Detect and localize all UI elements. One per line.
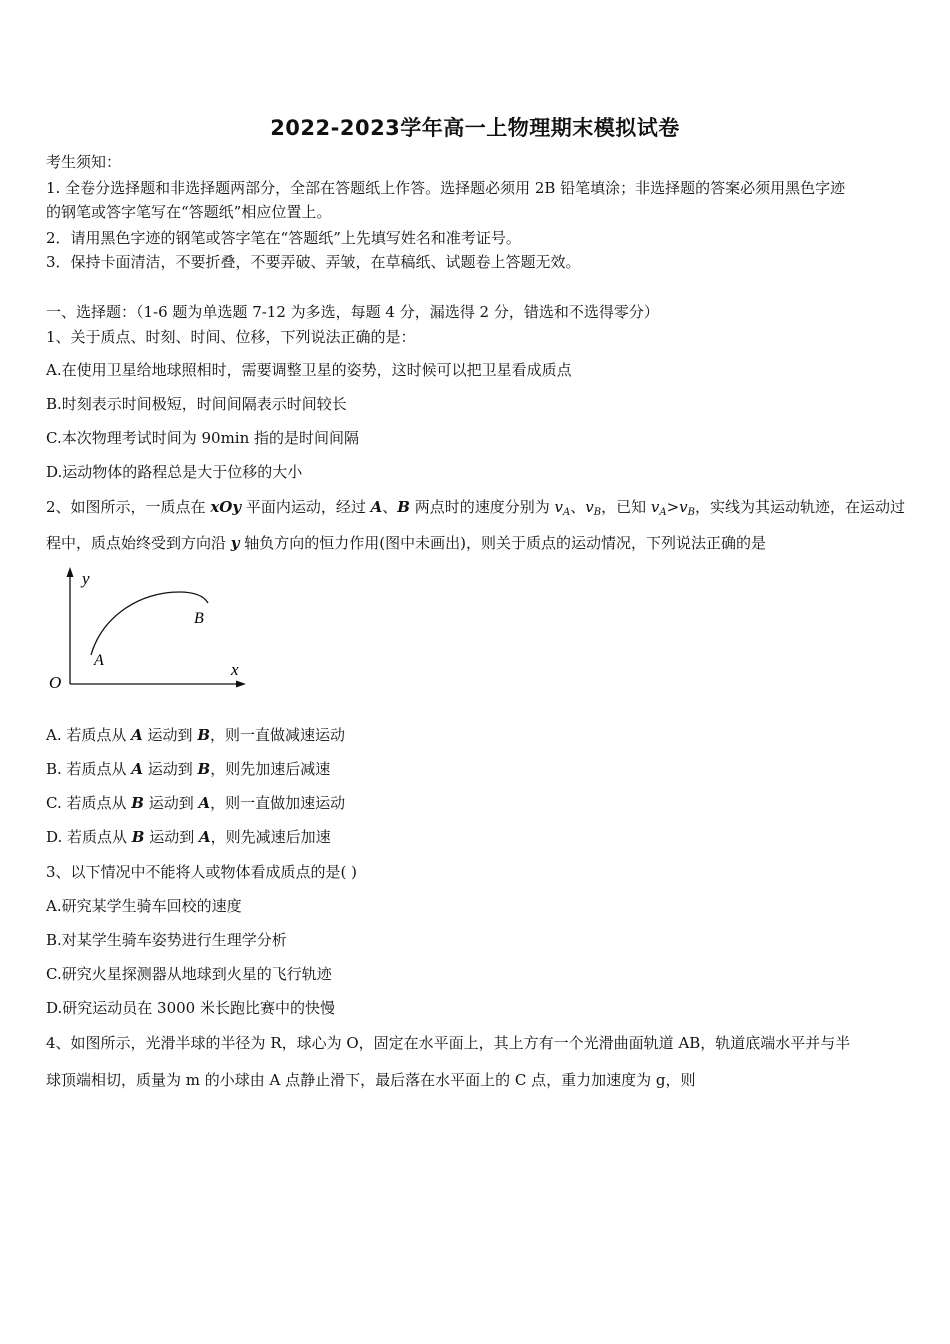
notice-item-3: 3．保持卡面清洁，不要折叠，不要弄破、弄皱，在草稿纸、试题卷上答题无效。 — [46, 253, 581, 271]
q2-stem-line-1: 2、如图所示，一质点在 xOy 平面内运动，经过 A、B 两点时的速度分别为 $v_A$、$v_B$，已知 $v_A>v_B$，实线为其运动轨迹，在运动过 — [46, 498, 906, 518]
point-b-label: B — [194, 610, 204, 627]
trajectory-curve — [91, 592, 208, 655]
q2-option-d: D. 若质点从 B 运动到 A，则先减速后加速 — [46, 828, 331, 846]
y-axis-label: y — [82, 569, 90, 588]
notice-heading: 考生须知： — [46, 153, 122, 171]
q2-option-b: B. 若质点从 A 运动到 B，则先加速后减速 — [46, 760, 331, 778]
q1-option-c: C.本次物理考试时间为 90min 指的是时间间隔 — [46, 429, 360, 447]
page-title: 2022-2023学年高一上物理期末模拟试卷 — [270, 116, 680, 140]
q2-option-c: C. 若质点从 B 运动到 A，则一直做加速运动 — [46, 794, 346, 812]
notice-item-1-line-2: 的钢笔或答字笔写在“答题纸”相应位置上。 — [46, 203, 332, 221]
point-a-label: A — [94, 652, 104, 669]
q3-stem: 3、以下情况中不能将人或物体看成质点的是( ) — [46, 863, 358, 881]
notice-item-2: 2．请用黑色字迹的钢笔或答字笔在“答题纸”上先填写姓名和准考证号。 — [46, 229, 521, 247]
q1-stem: 1、关于质点、时刻、时间、位移，下列说法正确的是： — [46, 328, 416, 346]
q3-option-c: C.研究火星探测器从地球到火星的飞行轨迹 — [46, 965, 332, 983]
q3-option-b: B.对某学生骑车姿势进行生理学分析 — [46, 931, 287, 949]
origin-label: O — [49, 673, 62, 692]
q3-option-a: A.研究某学生骑车回校的速度 — [46, 897, 242, 915]
x-axis-arrow — [236, 681, 246, 688]
y-axis-arrow — [67, 567, 74, 577]
q2-xoy: xOy — [210, 498, 242, 516]
q1-option-d: D.运动物体的路程总是大于位移的大小 — [46, 463, 303, 481]
q2-option-a: A. 若质点从 A 运动到 B，则一直做减速运动 — [46, 726, 346, 744]
notice-item-1-line-1: 1. 全卷分选择题和非选择题两部分，全部在答题纸上作答。选择题必须用 2B 铅笔填涂；非选择题的答案必须用黑色字迹 — [46, 179, 846, 197]
section-heading: 一、选择题：（1-6 题为单选题 7-12 为多选，每题 4 分，漏选得 2 分，错选和不选得零分） — [46, 303, 659, 321]
x-axis-label: x — [231, 660, 239, 679]
q4-stem-line-1: 4、如图所示，光滑半球的半径为 R，球心为 O，固定在水平面上，其上方有一个光滑曲面轨道 AB，轨道底端水平并与半 — [46, 1034, 851, 1052]
q3-option-d: D.研究运动员在 3000 米长跑比赛中的快慢 — [46, 999, 335, 1017]
q1-option-b: B.时刻表示时间极短，时间间隔表示时间较长 — [46, 395, 347, 413]
trajectory-figure — [44, 562, 254, 697]
q4-stem-line-2: 球顶端相切，质量为 m 的小球由 A 点静止滑下，最后落在水平面上的 C 点，重力加速度为 g，则 — [46, 1071, 696, 1089]
q2-stem-line-2: 程中，质点始终受到方向沿 y 轴负方向的恒力作用(图中未画出)，则关于质点的运动情况，下列说法正确的是 — [46, 534, 766, 552]
q1-option-a: A.在使用卫星给地球照相时，需要调整卫星的姿势，这时候可以把卫星看成质点 — [46, 361, 572, 379]
